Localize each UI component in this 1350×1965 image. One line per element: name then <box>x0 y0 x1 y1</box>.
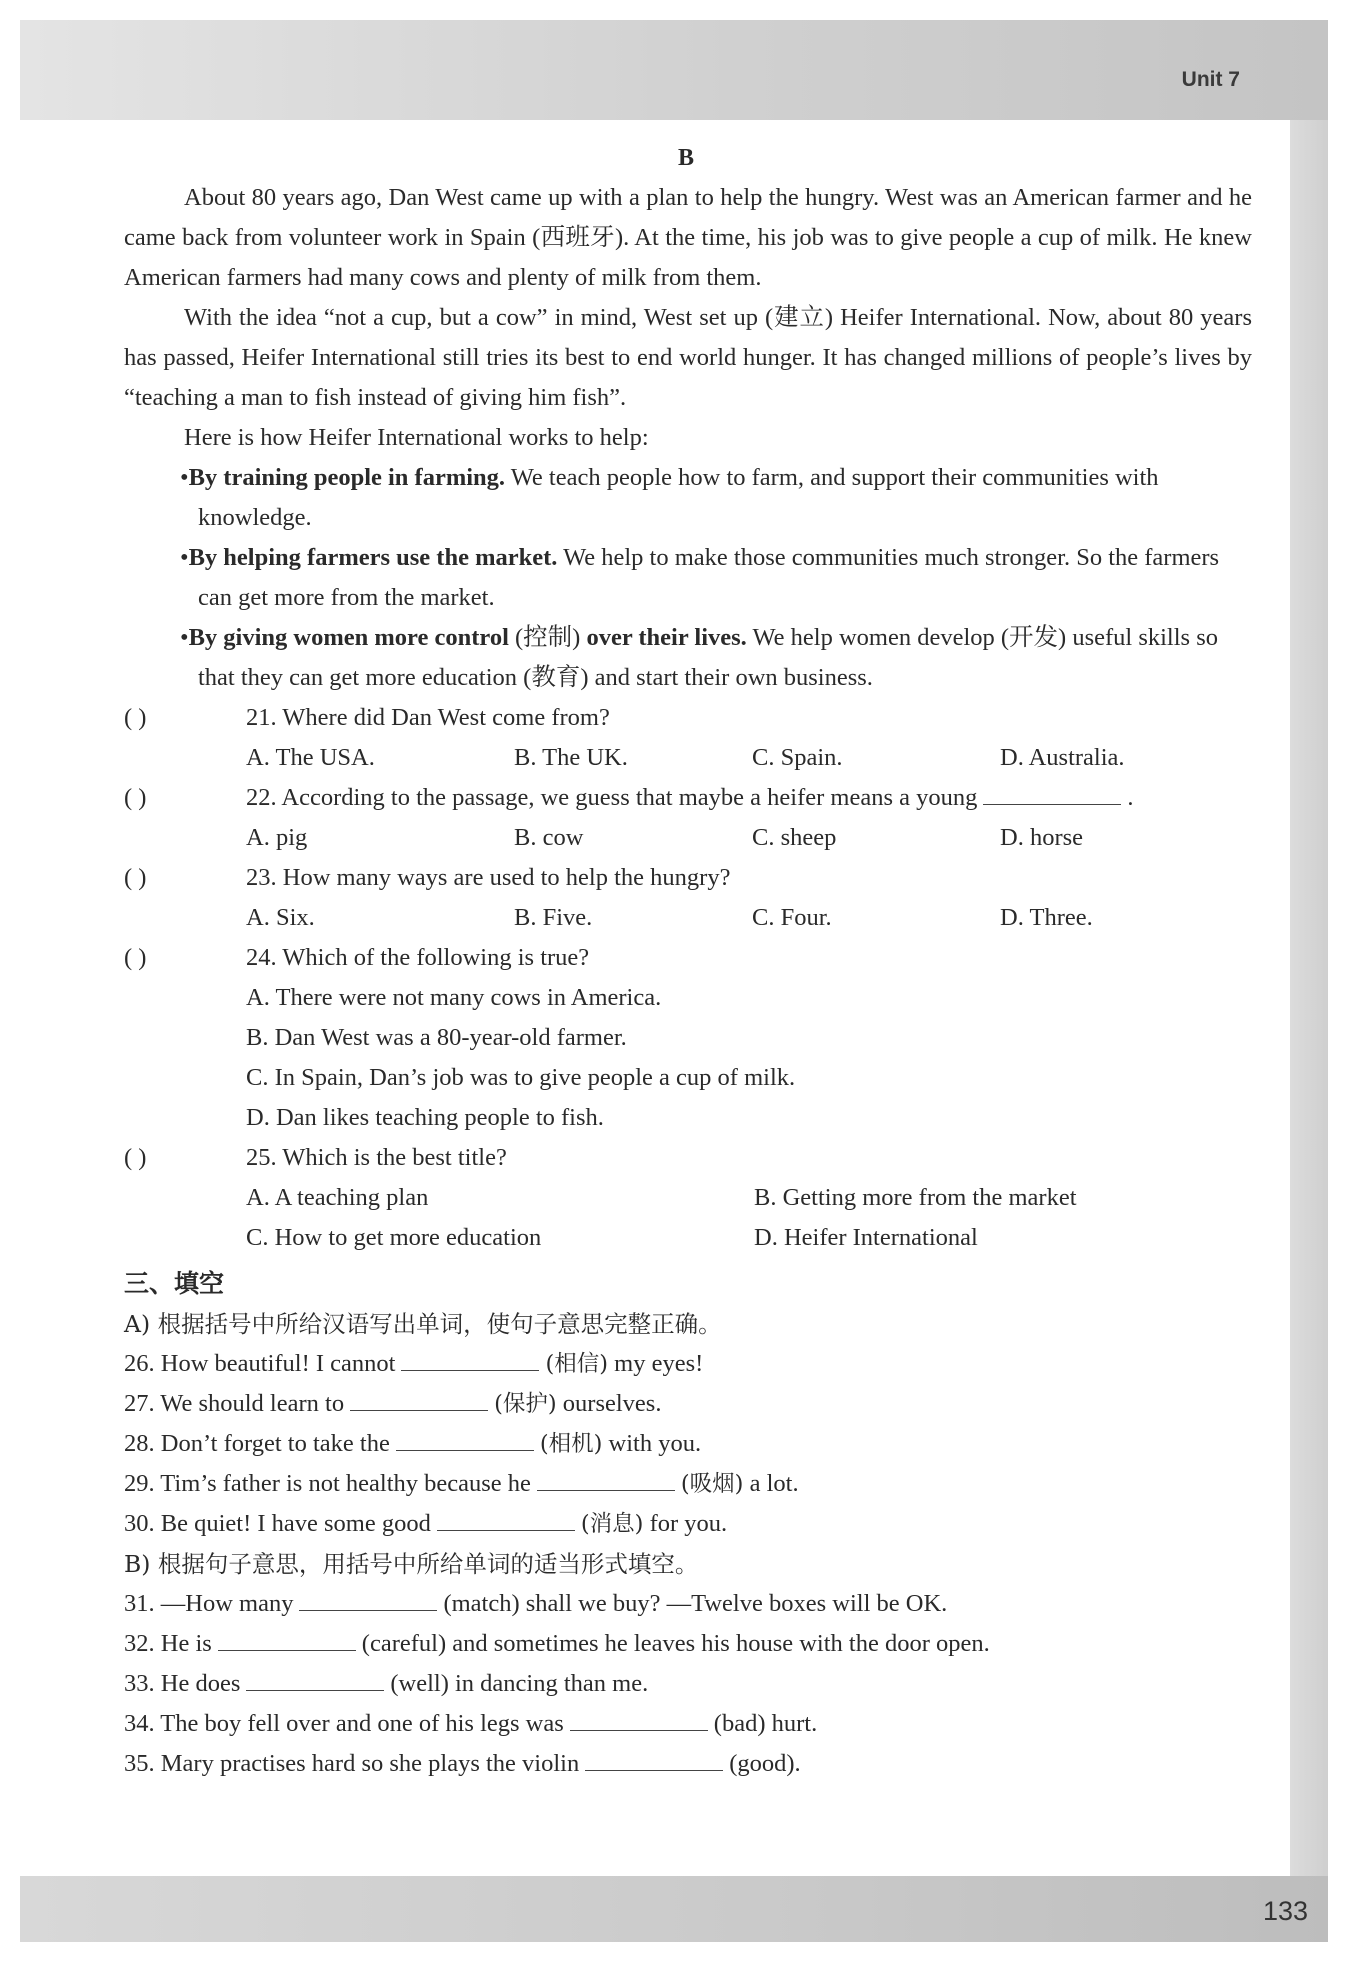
fill-item-26 <box>124 1344 1252 1384</box>
option-c: C. How to get more education <box>246 1224 542 1251</box>
answer-blank[interactable] <box>570 1708 708 1731</box>
option-a: A. pig <box>246 824 308 851</box>
options-25-row-1 <box>246 1178 1252 1218</box>
fill-text: 28. Don’t forget to take the <box>124 1430 390 1457</box>
question-24 <box>124 938 1252 978</box>
part-3b-instruction: B) 根据句子意思，用括号中所给单词的适当形式填空。 <box>124 1550 699 1578</box>
fill-hint: (保护) <box>494 1391 557 1417</box>
fill-text-end: ourselves. <box>556 1390 662 1417</box>
answer-paren[interactable]: ( ) <box>124 704 147 731</box>
fill-text-end: a lot. <box>743 1470 799 1497</box>
fill-text: 33. He does <box>124 1670 241 1697</box>
answer-blank[interactable] <box>350 1388 488 1411</box>
question-text-body: 22. According to the passage, we guess that maybe a heifer means a young <box>246 784 978 811</box>
bullet-bold: By helping farmers use the market. <box>188 544 558 571</box>
fill-text-end: my eyes! <box>608 1350 704 1377</box>
option-c: C. sheep <box>752 824 837 851</box>
answer-paren[interactable]: ( ) <box>124 944 147 971</box>
fill-item-35 <box>124 1744 1252 1784</box>
fill-item-27 <box>124 1384 1252 1424</box>
option-b: B. Getting more from the market <box>754 1184 1077 1211</box>
answer-blank[interactable] <box>396 1428 534 1451</box>
answer-blank[interactable] <box>401 1348 539 1371</box>
question-21 <box>124 698 1252 738</box>
question-22 <box>124 778 1252 818</box>
fill-item-33 <box>124 1664 1252 1704</box>
options-21 <box>246 738 1252 778</box>
answer-paren[interactable]: ( ) <box>124 1144 147 1171</box>
fill-item-29 <box>124 1464 1252 1504</box>
question-text <box>246 778 1252 818</box>
fill-text: 30. Be quiet! I have some good <box>124 1510 431 1537</box>
bullet-item-2: •By helping farmers use the market. We help to make those communities much stronger. So the farmers can get more from the market. <box>180 544 1220 611</box>
question-text: 21. Where did Dan West come from? <box>246 704 610 731</box>
passage-paragraph-3: Here is how Heifer International works to help: <box>184 424 649 451</box>
options-25-row-2 <box>246 1218 1252 1258</box>
fill-hint: (吸烟) <box>680 1471 744 1497</box>
options-22 <box>246 818 1252 858</box>
answer-blank[interactable] <box>437 1508 575 1531</box>
answer-blank[interactable] <box>246 1668 384 1691</box>
fill-text-end: (bad) hurt. <box>713 1710 818 1737</box>
option-c: C. Four. <box>752 904 832 931</box>
fill-text-end: (match) shall we buy? —Twelve boxes will be OK. <box>443 1590 948 1617</box>
question-text: 24. Which of the following is true? <box>246 944 590 971</box>
question-tail: . <box>1127 784 1134 811</box>
fill-text: 34. The boy fell over and one of his legs was <box>124 1710 564 1737</box>
fill-text: 31. —How many <box>124 1590 294 1617</box>
option-b: B. Five. <box>514 904 593 931</box>
option-a: A. There were not many cows in America. <box>246 984 662 1011</box>
fill-hint: (相信) <box>545 1351 609 1377</box>
fill-text: 29. Tim’s father is not healthy because he <box>124 1470 531 1497</box>
fill-text-end: (careful) and sometimes he leaves his house with the door open. <box>361 1630 990 1657</box>
page-content <box>124 138 1252 1784</box>
bullet-hint: (控制) <box>508 624 587 651</box>
fill-text: 32. He is <box>124 1630 212 1657</box>
question-text: 25. Which is the best title? <box>246 1144 507 1171</box>
bullet-bold: By training people in farming. <box>188 464 506 491</box>
option-a: A. Six. <box>246 904 315 931</box>
page-number: 133 <box>1262 1896 1308 1926</box>
options-23 <box>246 898 1252 938</box>
answer-blank[interactable] <box>585 1748 723 1771</box>
fill-item-34 <box>124 1704 1252 1744</box>
fill-text: 26. How beautiful! I cannot <box>124 1350 396 1377</box>
unit-label: Unit 7 <box>1181 68 1240 91</box>
question-text: 23. How many ways are used to help the hungry? <box>246 864 731 891</box>
bullet-bold: By giving women more control <box>188 624 509 651</box>
fill-item-30 <box>124 1504 1252 1544</box>
option-a: A. The USA. <box>246 744 375 771</box>
part-3a-instruction: A) 根据括号中所给汉语写出单词，使句子意思完整正确。 <box>124 1310 722 1338</box>
fill-item-28 <box>124 1424 1252 1464</box>
fill-item-32 <box>124 1624 1252 1664</box>
option-c: C. In Spain, Dan’s job was to give people a cup of milk. <box>246 1064 796 1091</box>
question-25 <box>124 1138 1252 1178</box>
page-edge-shadow <box>1290 120 1328 1876</box>
fill-hint: (相机) <box>539 1431 603 1457</box>
passage-paragraph-2: With the idea “not a cup, but a cow” in mind, West set up (建立) Heifer International. Now, about 80 years has passed, Heifer International still tries its best to end world hunger. It has changed millions of people’s lives by “teaching a man to fish instead of giving him fish”. <box>124 304 1252 411</box>
part-3-heading: 三、填空 <box>124 1269 225 1298</box>
fill-text-end: (well) in dancing than me. <box>390 1670 649 1697</box>
fill-text-end: for you. <box>643 1510 728 1537</box>
question-23 <box>124 858 1252 898</box>
answer-blank[interactable] <box>299 1588 437 1611</box>
answer-paren[interactable]: ( ) <box>124 864 147 891</box>
fill-text: 35. Mary practises hard so she plays the violin <box>124 1750 580 1777</box>
option-d: D. Australia. <box>1000 744 1125 771</box>
option-d: D. Three. <box>1000 904 1093 931</box>
option-d: D. Heifer International <box>754 1224 978 1251</box>
answer-blank[interactable] <box>218 1628 356 1651</box>
passage-paragraph-1: About 80 years ago, Dan West came up with a plan to help the hungry. West was an American farmer and he came back from volunteer work in Spain (西班牙). At the time, his job was to give people a cup of milk. He knew American farmers had many cows and plenty of milk from them. <box>124 184 1252 291</box>
answer-blank[interactable] <box>537 1468 675 1491</box>
header-band <box>20 20 1328 120</box>
section-heading: B <box>677 145 694 171</box>
option-d: D. Dan likes teaching people to fish. <box>246 1104 604 1131</box>
footer-band <box>20 1876 1328 1942</box>
bullet-item-3: •By giving women more control (控制) over their lives. We help women develop (开发) useful skills so that they can get more education (教育) and start their own business. <box>180 624 1218 691</box>
bullet-text: We help to make those communities much stronger. So the farmers can get more from the market. <box>198 544 1220 611</box>
fill-text-end: with you. <box>602 1430 702 1457</box>
bullet-bold: over their lives. <box>586 624 747 651</box>
bullet-text: We teach people how to farm, and support their communities with knowledge. <box>198 464 1159 531</box>
bullet-text: We help women develop (开发) useful skills so that they can get more education (教育) and start their own business. <box>198 624 1218 691</box>
fill-text-end: (good). <box>729 1750 801 1777</box>
option-b: B. cow <box>514 824 584 851</box>
fill-item-31 <box>124 1584 1252 1624</box>
option-c: C. Spain. <box>752 744 843 771</box>
fill-text: 27. We should learn to <box>124 1390 345 1417</box>
option-d: D. horse <box>1000 824 1084 851</box>
option-b: B. Dan West was a 80-year-old farmer. <box>246 1024 627 1051</box>
fill-hint: (消息) <box>580 1511 644 1537</box>
option-b: B. The UK. <box>514 744 628 771</box>
option-a: A. A teaching plan <box>246 1184 429 1211</box>
answer-paren[interactable]: ( ) <box>124 784 147 811</box>
answer-blank[interactable] <box>983 782 1121 805</box>
bullet-item-1: •By training people in farming. We teach people how to farm, and support their communities with knowledge. <box>180 464 1159 531</box>
